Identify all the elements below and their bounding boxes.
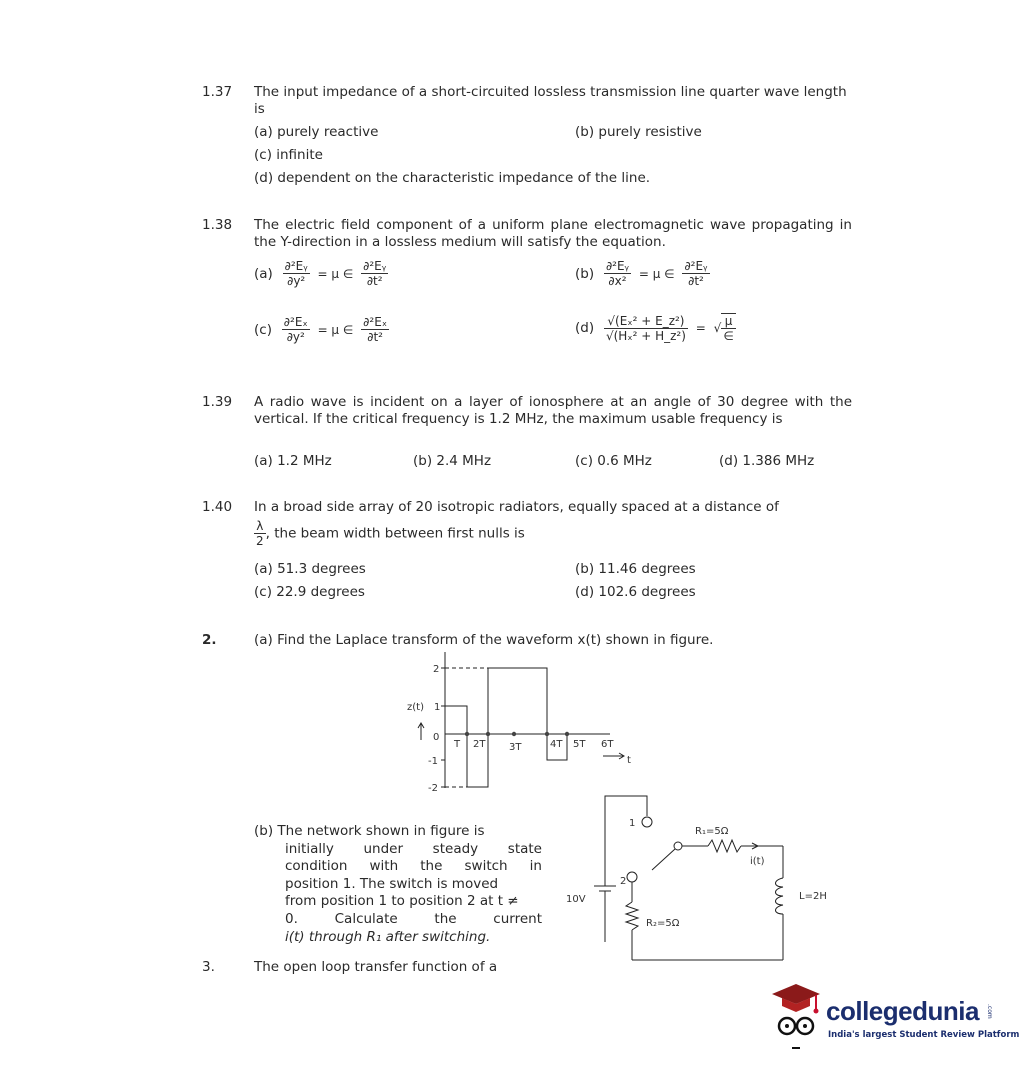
question-2-part-b <box>254 823 542 946</box>
r1-label: R₁=5Ω <box>695 826 729 837</box>
resistor-r2 <box>626 902 638 930</box>
question-number: 1.39 <box>202 394 233 410</box>
question-1-39 <box>202 394 852 469</box>
circuit-figure <box>560 790 827 970</box>
option-a: (a) purely reactive <box>254 124 379 140</box>
option-a: (a) 1.2 MHz <box>254 453 332 469</box>
inductor-label: L=2H <box>799 891 827 902</box>
switch-blade <box>652 849 675 870</box>
question-text: In a broad side array of 20 isotropic radiators, equally spaced at a distance of <box>254 499 779 515</box>
x-tick-3T: 3T <box>509 742 522 753</box>
option-b: (b) purely resistive <box>575 124 702 140</box>
y-tick-neg1: -1 <box>428 756 438 767</box>
option-c: (c) 0.6 MHz <box>575 453 652 469</box>
switch-terminal-2 <box>627 872 637 882</box>
question-2-part-a: (a) Find the Laplace transform of the waveform x(t) shown in figure. <box>254 632 714 648</box>
brand-suffix: .com <box>986 1004 993 1019</box>
current-label: i(t) <box>750 856 765 867</box>
inductor-coil <box>776 878 784 914</box>
y-tick-2: 2 <box>433 664 440 675</box>
question-1-37 <box>202 84 852 186</box>
x-axis-label: t <box>627 755 631 766</box>
pulse-pos-2 <box>488 668 547 734</box>
option-d: (d) 102.6 degrees <box>575 584 696 600</box>
question-text-line2: $\frac{\lambda}{2}$ , the beam width between first nulls is <box>256 519 525 548</box>
x-tick-2T: 2T <box>473 739 486 750</box>
question-3-text: The open loop transfer function of a <box>254 959 498 975</box>
collegedunia-logo[interactable] <box>768 982 1020 1052</box>
question-2-number: 2. <box>202 632 217 648</box>
equation-a: (a) $\frac{\text{∂²Eᵧ}}{\text{∂y²}}$ = μ ∈ $\frac{\text{∂²Eᵧ}}{\text{∂t²}}$ <box>254 259 387 288</box>
waveform-figure <box>395 650 645 800</box>
mascot-icon <box>768 982 826 1052</box>
part-b-line: initially under steady state <box>285 840 542 857</box>
equation-d: (d) $\frac{\text{√(Eₓ² + E\_z²)}}{\text{√(Hₓ² + H\_z²)}}$ = √ $\frac{\mu}{\in}$ <box>575 313 734 343</box>
option-b: (b) 11.46 degrees <box>575 561 696 577</box>
question-number: 1.40 <box>202 499 233 515</box>
question-3-number: 3. <box>202 959 215 975</box>
option-d: (d) 1.386 MHz <box>719 453 815 469</box>
pulse-level-1 <box>445 706 467 734</box>
brand-name: collegedunia <box>826 996 979 1026</box>
option-a: (a) 51.3 degrees <box>254 561 366 577</box>
x-tick-5T: 5T <box>573 739 586 750</box>
source-label: 10V <box>566 894 586 905</box>
option-c: (c) 22.9 degrees <box>254 584 365 600</box>
x-tick-4T: 4T <box>550 739 563 750</box>
y-tick-neg2: -2 <box>428 783 438 794</box>
switch-pivot <box>674 842 682 850</box>
x-tick-T: T <box>454 739 461 750</box>
part-b-line: condition with the switch in <box>285 858 542 875</box>
terminal-2-label: 2 <box>620 876 627 887</box>
equation-b: (b) $\frac{\text{∂²Eᵧ}}{\text{∂x²}}$ = μ ∈ $\frac{\text{∂²Eᵧ}}{\text{∂t²}}$ <box>575 259 708 288</box>
resistor-r1 <box>708 840 741 852</box>
y-axis-label: z(t) <box>407 702 424 713</box>
question-1-38 <box>202 217 852 344</box>
question-text: The electric field component of a uniform plane electromagnetic wave propagating in the Y-direction in a lossless medium will satisfy the equation. <box>254 217 852 250</box>
terminal-1-label: 1 <box>629 818 636 829</box>
x-tick-6T: 6T <box>601 739 614 750</box>
option-d: (d) dependent on the characteristic impedance of the line. <box>254 170 651 186</box>
option-b: (b) 2.4 MHz <box>413 453 492 469</box>
part-b-line: 0. Calculate the current <box>285 910 542 927</box>
y-tick-1: 1 <box>434 702 441 713</box>
switch-terminal-1 <box>642 817 652 827</box>
option-c: (c) infinite <box>254 147 323 163</box>
question-text: The input impedance of a short-circuited lossless transmission line quarter wave length is <box>254 84 847 117</box>
part-b-line: position 1. The switch is moved <box>285 875 499 892</box>
question-number: 1.38 <box>202 217 233 233</box>
y-tick-0: 0 <box>433 732 440 743</box>
question-1-40 <box>202 499 852 600</box>
equation-c: (c) $\frac{\text{∂²Eₓ}}{\text{∂y²}}$ = μ ∈ $\frac{\text{∂²Eₓ}}{\text{∂t²}}$ <box>254 315 388 344</box>
part-b-line: (b) The network shown in figure is <box>254 823 485 839</box>
brand-tagline: India's largest Student Review Platform <box>828 1030 1020 1040</box>
part-b-line: i(t) through R₁ after switching. <box>285 928 491 945</box>
question-text: A radio wave is incident on a layer of ionosphere at an angle of 30 degree with the vertical. If the critical frequency is 1.2 MHz, the maximum usable frequency is <box>254 394 852 427</box>
question-number: 1.37 <box>202 84 233 100</box>
part-b-line: from position 1 to position 2 at t ≠ <box>285 893 519 910</box>
r2-label: R₂=5Ω <box>646 918 680 929</box>
